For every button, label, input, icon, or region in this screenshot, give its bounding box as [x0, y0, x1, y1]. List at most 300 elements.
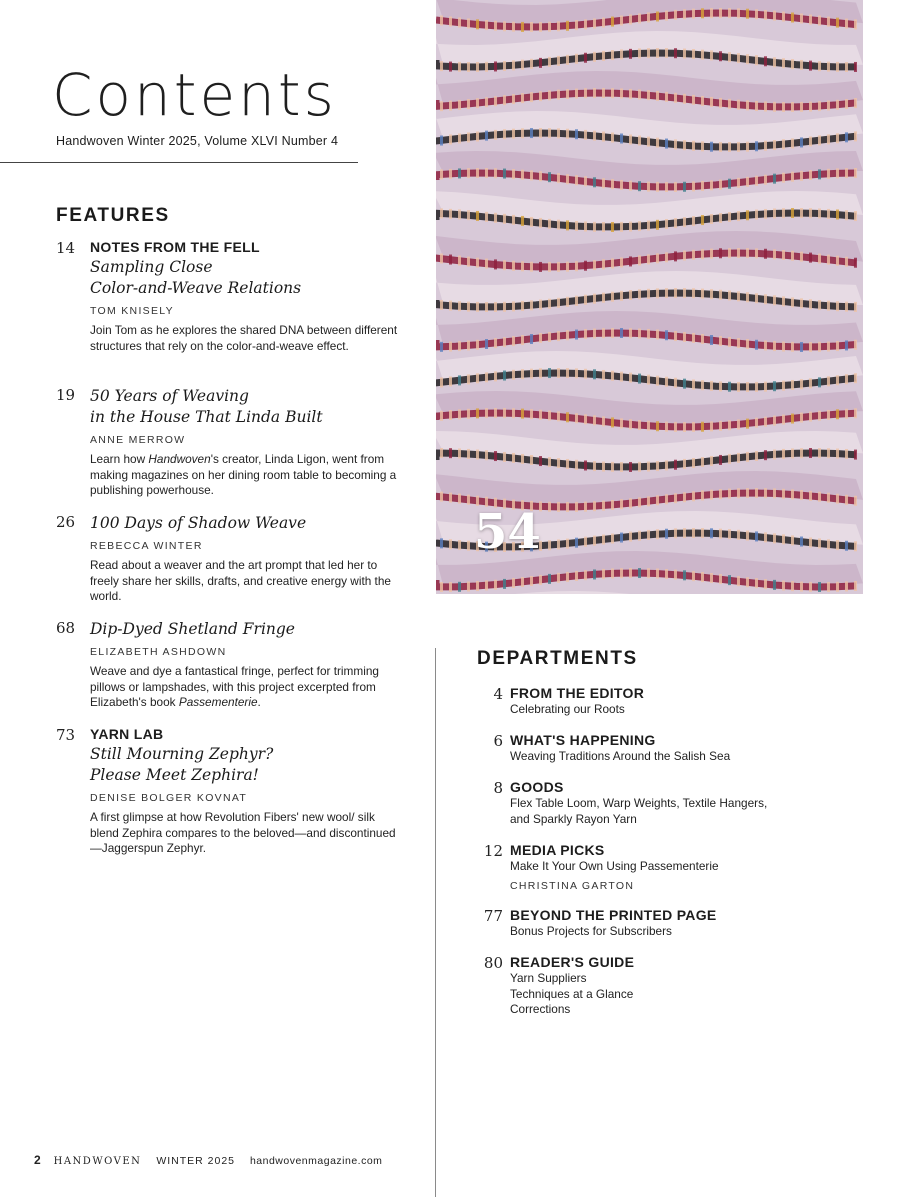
warp-thread — [530, 59, 533, 69]
warp-thread — [638, 497, 641, 507]
warp-thread — [656, 421, 659, 431]
warp-thread — [827, 301, 830, 311]
warp-thread — [845, 340, 848, 350]
warp-thread — [692, 288, 695, 298]
warp-thread — [566, 412, 569, 422]
warp-thread — [647, 48, 650, 58]
warp-thread — [728, 290, 731, 300]
warp-thread — [539, 262, 542, 272]
warp-thread — [656, 529, 659, 539]
warp-thread — [746, 488, 749, 498]
warp-thread — [503, 579, 506, 589]
warp-thread — [845, 449, 848, 459]
warp-thread — [818, 16, 821, 26]
warp-thread — [719, 336, 722, 346]
warp-thread — [818, 377, 821, 387]
warp-thread — [692, 491, 695, 501]
warp-thread — [710, 456, 713, 466]
warp-thread — [530, 455, 533, 465]
warp-thread — [773, 208, 776, 218]
warp-thread — [818, 538, 821, 548]
warp-thread — [818, 169, 821, 179]
warp-thread — [485, 62, 488, 72]
warp-thread — [818, 208, 821, 218]
warp-thread — [629, 14, 632, 24]
warp-thread — [683, 288, 686, 298]
warp-thread — [674, 422, 677, 432]
feature-item[interactable] — [56, 726, 402, 857]
warp-thread — [791, 380, 794, 390]
warp-thread — [665, 330, 668, 340]
warp-thread — [710, 214, 713, 224]
warp-thread — [503, 408, 506, 418]
warp-thread — [449, 17, 452, 27]
warp-thread — [476, 450, 479, 460]
warp-thread — [458, 409, 461, 419]
warp-thread — [836, 210, 839, 220]
warp-thread — [647, 12, 650, 22]
warp-thread — [800, 137, 803, 147]
warp-thread — [827, 410, 830, 420]
warp-thread — [503, 302, 506, 312]
warp-thread — [647, 530, 650, 540]
warp-thread — [566, 262, 569, 272]
warp-thread — [566, 21, 569, 31]
department-item[interactable] — [477, 685, 867, 718]
warp-thread — [584, 176, 587, 186]
warp-thread — [539, 171, 542, 181]
warp-thread — [575, 89, 578, 99]
warp-thread — [719, 180, 722, 190]
warp-thread — [836, 62, 839, 72]
warp-thread — [512, 261, 515, 271]
feature-page-number: 73 — [56, 726, 76, 744]
warp-thread — [836, 18, 839, 28]
warp-thread — [728, 142, 731, 152]
warp-thread — [620, 257, 623, 267]
warp-thread — [602, 462, 605, 472]
warp-thread — [638, 221, 641, 231]
warp-thread — [665, 219, 668, 229]
warp-thread — [584, 460, 587, 470]
warp-thread — [512, 60, 515, 70]
warp-thread — [521, 128, 524, 138]
warp-thread — [800, 490, 803, 500]
warp-thread — [602, 51, 605, 61]
warp-thread — [566, 55, 569, 65]
warp-thread — [575, 221, 578, 231]
warp-thread — [755, 382, 758, 392]
warp-thread — [566, 502, 569, 512]
warp-thread — [809, 448, 812, 458]
warp-thread — [809, 342, 812, 352]
warp-thread — [629, 222, 632, 232]
warp-thread — [737, 291, 740, 301]
warp-thread — [827, 539, 830, 549]
warp-thread — [728, 575, 731, 585]
warp-thread — [773, 533, 776, 543]
warp-thread — [728, 529, 731, 539]
warp-thread — [800, 102, 803, 112]
warp-thread — [791, 102, 794, 112]
warp-thread — [611, 132, 614, 142]
warp-thread — [566, 459, 569, 469]
warp-thread — [593, 131, 596, 141]
warp-thread — [683, 422, 686, 432]
warp-thread — [494, 302, 497, 312]
warp-thread — [683, 528, 686, 538]
warp-thread — [638, 374, 641, 384]
warp-thread — [665, 48, 668, 58]
warp-thread — [539, 456, 542, 466]
warp-thread — [557, 21, 560, 31]
warp-thread — [656, 288, 659, 298]
warp-thread — [701, 50, 704, 60]
warp-thread — [782, 449, 785, 459]
warp-thread — [629, 256, 632, 266]
warp-thread — [602, 88, 605, 98]
warp-thread — [494, 213, 497, 223]
warp-thread — [854, 373, 857, 383]
warp-thread — [611, 328, 614, 338]
warp-thread — [773, 381, 776, 391]
warp-thread — [548, 90, 551, 100]
warp-thread — [692, 216, 695, 226]
warp-thread — [521, 335, 524, 345]
warp-thread — [539, 218, 542, 228]
warp-thread — [548, 172, 551, 182]
warp-thread — [728, 489, 731, 499]
warp-thread — [521, 369, 524, 379]
warp-thread — [728, 454, 731, 464]
warp-thread — [602, 569, 605, 579]
warp-thread — [773, 580, 776, 590]
feature-page-number: 26 — [56, 513, 76, 531]
warp-thread — [620, 499, 623, 509]
warp-thread — [665, 182, 668, 192]
warp-thread — [665, 252, 668, 262]
department-subtitle: Make It Your Own Using Passementerie — [510, 859, 719, 873]
warp-thread — [782, 342, 785, 352]
warp-thread — [809, 136, 812, 146]
warp-thread — [710, 142, 713, 152]
warp-thread — [584, 537, 587, 547]
warp-thread — [791, 448, 794, 458]
warp-thread — [602, 18, 605, 28]
warp-thread — [800, 171, 803, 181]
feature-headline: Dip-Dyed Shetland Fringe — [90, 620, 295, 638]
warp-thread — [674, 182, 677, 192]
warp-thread — [548, 299, 551, 309]
warp-thread — [818, 61, 821, 71]
warp-thread — [683, 332, 686, 342]
warp-thread — [845, 210, 848, 220]
warp-thread — [458, 301, 461, 311]
warp-thread — [602, 259, 605, 269]
warp-thread — [548, 219, 551, 229]
warp-thread — [782, 296, 785, 306]
warp-thread — [701, 490, 704, 500]
warp-thread — [755, 101, 758, 111]
feature-kicker: YARN LAB — [90, 726, 164, 742]
warp-thread — [647, 289, 650, 299]
warp-thread — [548, 502, 551, 512]
warp-thread — [782, 534, 785, 544]
warp-thread — [593, 294, 596, 304]
warp-thread — [665, 11, 668, 21]
feature-page-number: 19 — [56, 386, 76, 404]
warp-thread — [575, 54, 578, 64]
warp-thread — [467, 582, 470, 592]
department-subtitle: Yarn Suppliers — [510, 971, 587, 985]
page-title: Contents — [52, 61, 337, 129]
warp-thread — [647, 221, 650, 231]
warp-thread — [521, 216, 524, 226]
warp-thread — [665, 460, 668, 470]
warp-thread — [818, 492, 821, 502]
warp-thread — [728, 337, 731, 347]
warp-thread — [692, 49, 695, 59]
warp-thread — [530, 369, 533, 379]
warp-thread — [827, 448, 830, 458]
warp-thread — [476, 98, 479, 108]
warp-thread — [539, 333, 542, 343]
warp-thread — [620, 372, 623, 382]
warp-thread — [638, 255, 641, 265]
warp-thread — [467, 449, 470, 459]
warp-thread — [719, 8, 722, 18]
warp-thread — [476, 258, 479, 268]
warp-thread — [737, 488, 740, 498]
warp-thread — [701, 572, 704, 582]
warp-thread — [845, 257, 848, 267]
warp-thread — [503, 337, 506, 347]
warp-thread — [647, 329, 650, 339]
warp-thread — [665, 529, 668, 539]
warp-thread — [683, 9, 686, 19]
warp-thread — [440, 169, 443, 179]
warp-thread — [665, 422, 668, 432]
warp-thread — [638, 48, 641, 58]
warp-thread — [521, 170, 524, 180]
warp-thread — [530, 409, 533, 419]
warp-thread — [692, 380, 695, 390]
department-title: WHAT'S HAPPENING — [510, 732, 656, 748]
department-page-number: 80 — [483, 954, 503, 972]
warp-thread — [620, 533, 623, 543]
warp-thread — [674, 528, 677, 538]
department-item[interactable] — [477, 907, 867, 940]
warp-thread — [746, 210, 749, 220]
feature-kicker: NOTES FROM THE FELL — [90, 239, 260, 255]
warp-thread — [638, 462, 641, 472]
warp-thread — [530, 128, 533, 138]
warp-thread — [701, 141, 704, 151]
warp-thread — [782, 250, 785, 260]
warp-thread — [467, 257, 470, 267]
department-item[interactable] — [477, 779, 867, 827]
warp-thread — [512, 215, 515, 225]
warp-thread — [755, 55, 758, 65]
warp-thread — [809, 538, 812, 548]
warp-thread — [467, 495, 470, 505]
footer-brand: HANDWOVEN — [53, 1156, 142, 1167]
department-item[interactable] — [477, 732, 867, 765]
warp-thread — [512, 22, 515, 32]
feature-page-number: 14 — [56, 239, 76, 257]
warp-thread — [593, 260, 596, 270]
warp-thread — [854, 408, 857, 418]
warp-thread — [476, 211, 479, 221]
warp-thread — [620, 49, 623, 59]
warp-thread — [728, 52, 731, 62]
warp-thread — [521, 60, 524, 70]
warp-thread — [701, 334, 704, 344]
warp-thread — [701, 289, 704, 299]
warp-thread — [638, 531, 641, 541]
warp-thread — [746, 248, 749, 258]
warp-thread — [836, 494, 839, 504]
feature-item[interactable] — [56, 513, 402, 605]
warp-thread — [854, 211, 857, 221]
warp-thread — [800, 379, 803, 389]
warp-thread — [557, 411, 560, 421]
warp-thread — [719, 489, 722, 499]
department-item[interactable] — [477, 842, 867, 892]
warp-thread — [719, 248, 722, 258]
warp-thread — [827, 17, 830, 27]
warp-thread — [449, 101, 452, 111]
warp-thread — [584, 130, 587, 140]
warp-thread — [836, 582, 839, 592]
warp-thread — [584, 261, 587, 271]
warp-thread — [737, 382, 740, 392]
warp-thread — [737, 8, 740, 18]
warp-thread — [548, 57, 551, 67]
warp-thread — [638, 420, 641, 430]
warp-thread — [854, 496, 857, 506]
warp-thread — [683, 459, 686, 469]
feature-author: ELIZABETH ASHDOWN — [90, 646, 227, 658]
warp-thread — [755, 176, 758, 186]
warp-thread — [800, 582, 803, 592]
warp-thread — [737, 142, 740, 152]
warp-thread — [737, 178, 740, 188]
warp-thread — [746, 577, 749, 587]
warp-thread — [674, 460, 677, 470]
warp-thread — [629, 290, 632, 300]
warp-thread — [656, 495, 659, 505]
department-item[interactable] — [477, 954, 867, 1018]
warp-thread — [791, 208, 794, 218]
warp-thread — [701, 96, 704, 106]
warp-thread — [818, 582, 821, 592]
warp-thread — [854, 258, 857, 268]
warp-thread — [845, 495, 848, 505]
warp-thread — [683, 570, 686, 580]
warp-thread — [521, 22, 524, 32]
warp-thread — [665, 139, 668, 149]
warp-thread — [440, 15, 443, 25]
warp-thread — [503, 169, 506, 179]
warp-thread — [710, 249, 713, 259]
feature-item[interactable] — [56, 239, 402, 354]
warp-thread — [611, 292, 614, 302]
warp-thread — [557, 368, 560, 378]
warp-thread — [512, 336, 515, 346]
warp-thread — [737, 453, 740, 463]
warp-thread — [620, 222, 623, 232]
warp-thread — [557, 298, 560, 308]
warp-thread — [854, 131, 857, 141]
warp-thread — [737, 530, 740, 540]
warp-thread — [638, 568, 641, 578]
warp-thread — [656, 91, 659, 101]
warp-thread — [746, 9, 749, 19]
warp-thread — [845, 581, 848, 591]
warp-thread — [620, 418, 623, 428]
warp-thread — [593, 501, 596, 511]
warp-thread — [809, 253, 812, 263]
warp-thread — [494, 21, 497, 31]
warp-thread — [476, 62, 479, 72]
warp-thread — [800, 60, 803, 70]
warp-thread — [575, 296, 578, 306]
footer-website-link[interactable]: handwovenmagazine.com — [249, 1155, 383, 1167]
warp-thread — [818, 300, 821, 310]
feature-item[interactable] — [56, 386, 402, 499]
warp-thread — [494, 371, 497, 381]
warp-thread — [575, 129, 578, 139]
warp-thread — [638, 13, 641, 23]
warp-thread — [458, 582, 461, 592]
warp-thread — [746, 54, 749, 64]
warp-thread — [656, 220, 659, 230]
warp-thread — [629, 462, 632, 472]
warp-thread — [584, 88, 587, 98]
warp-thread — [557, 262, 560, 272]
warp-thread — [629, 135, 632, 145]
warp-thread — [593, 19, 596, 29]
warp-thread — [530, 217, 533, 227]
warp-thread — [791, 297, 794, 307]
warp-thread — [800, 252, 803, 262]
warp-thread — [701, 380, 704, 390]
warp-thread — [584, 570, 587, 580]
warp-thread — [629, 373, 632, 383]
warp-thread — [710, 180, 713, 190]
warp-thread — [809, 378, 812, 388]
feature-item[interactable] — [56, 619, 402, 711]
warp-thread — [656, 11, 659, 21]
warp-thread — [827, 376, 830, 386]
warp-thread — [845, 99, 848, 109]
warp-thread — [620, 133, 623, 143]
warp-thread — [791, 489, 794, 499]
warp-thread — [575, 261, 578, 271]
warp-thread — [764, 141, 767, 151]
warp-thread — [494, 408, 497, 418]
warp-thread — [764, 294, 767, 304]
warp-thread — [836, 409, 839, 419]
warp-thread — [764, 101, 767, 111]
warp-thread — [476, 581, 479, 591]
warp-thread — [692, 95, 695, 105]
warp-thread — [530, 262, 533, 272]
warp-thread — [485, 259, 488, 269]
warp-thread — [629, 419, 632, 429]
warp-thread — [458, 375, 461, 385]
